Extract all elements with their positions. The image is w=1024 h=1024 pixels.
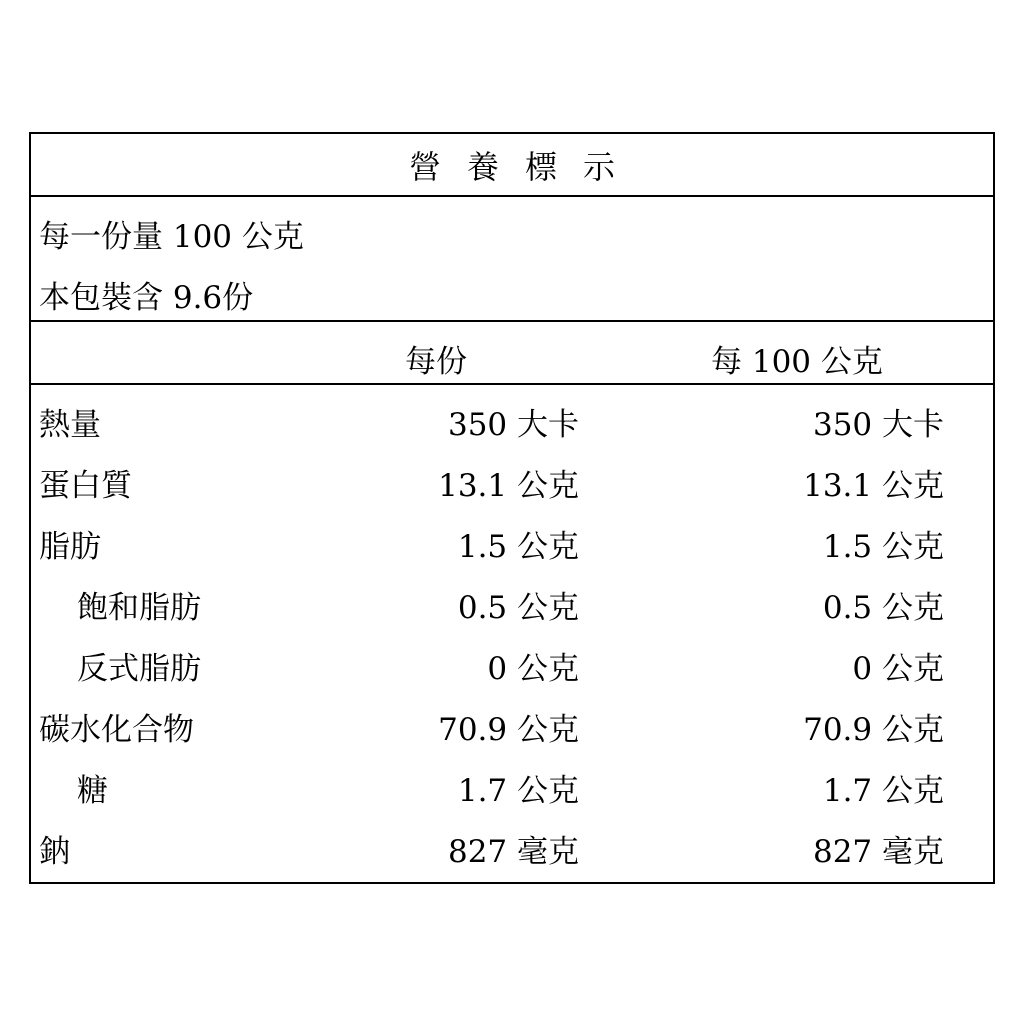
column-header-per-serving: 每份 (405, 344, 467, 380)
nutrient-row-protein (31, 446, 993, 507)
nutrient-row-sugar (31, 751, 993, 812)
nutrient-per-serving: 1.5 公克 (457, 529, 579, 565)
nutrient-rows (31, 385, 993, 873)
nutrient-row-sodium (31, 812, 993, 873)
column-header-row (31, 322, 993, 385)
nutrient-row-carbohydrate (31, 690, 993, 751)
nutrient-per-100g: 827 毫克 (812, 834, 944, 870)
nutrition-label (29, 132, 995, 884)
nutrient-row-energy (31, 385, 993, 446)
nutrient-per-100g: 350 大卡 (812, 407, 944, 443)
nutrient-per-serving: 0 公克 (487, 651, 579, 687)
nutrient-name: 飽和脂肪 (77, 590, 201, 626)
nutrient-name: 脂肪 (39, 529, 101, 565)
nutrient-name: 反式脂肪 (77, 651, 201, 687)
serving-info (31, 197, 993, 322)
nutrient-name: 鈉 (39, 834, 70, 870)
label-title: 營養標示 (31, 134, 993, 197)
nutrient-row-fat (31, 507, 993, 568)
nutrient-per-100g: 1.5 公克 (822, 529, 944, 565)
nutrient-name: 碳水化合物 (39, 712, 194, 748)
nutrient-per-100g: 0 公克 (852, 651, 944, 687)
nutrient-per-serving: 0.5 公克 (457, 590, 579, 626)
nutrient-row-saturated-fat (31, 568, 993, 629)
nutrient-per-serving: 350 大卡 (447, 407, 579, 443)
nutrient-per-100g: 1.7 公克 (822, 773, 944, 809)
nutrient-per-serving: 827 毫克 (447, 834, 579, 870)
servings-per-package: 本包裝含 9.6份 (39, 280, 254, 316)
nutrient-per-serving: 13.1 公克 (438, 468, 579, 504)
nutrient-row-trans-fat (31, 629, 993, 690)
nutrient-name: 蛋白質 (39, 468, 132, 504)
nutrient-per-serving: 1.7 公克 (457, 773, 579, 809)
nutrient-per-100g: 70.9 公克 (803, 712, 944, 748)
nutrient-name: 熱量 (39, 407, 101, 443)
serving-size: 每一份量 100 公克 (39, 219, 304, 255)
nutrient-per-100g: 13.1 公克 (803, 468, 944, 504)
nutrient-per-100g: 0.5 公克 (822, 590, 944, 626)
column-header-per-100g: 每 100 公克 (711, 344, 883, 380)
nutrient-name: 糖 (77, 773, 108, 809)
nutrient-per-serving: 70.9 公克 (438, 712, 579, 748)
